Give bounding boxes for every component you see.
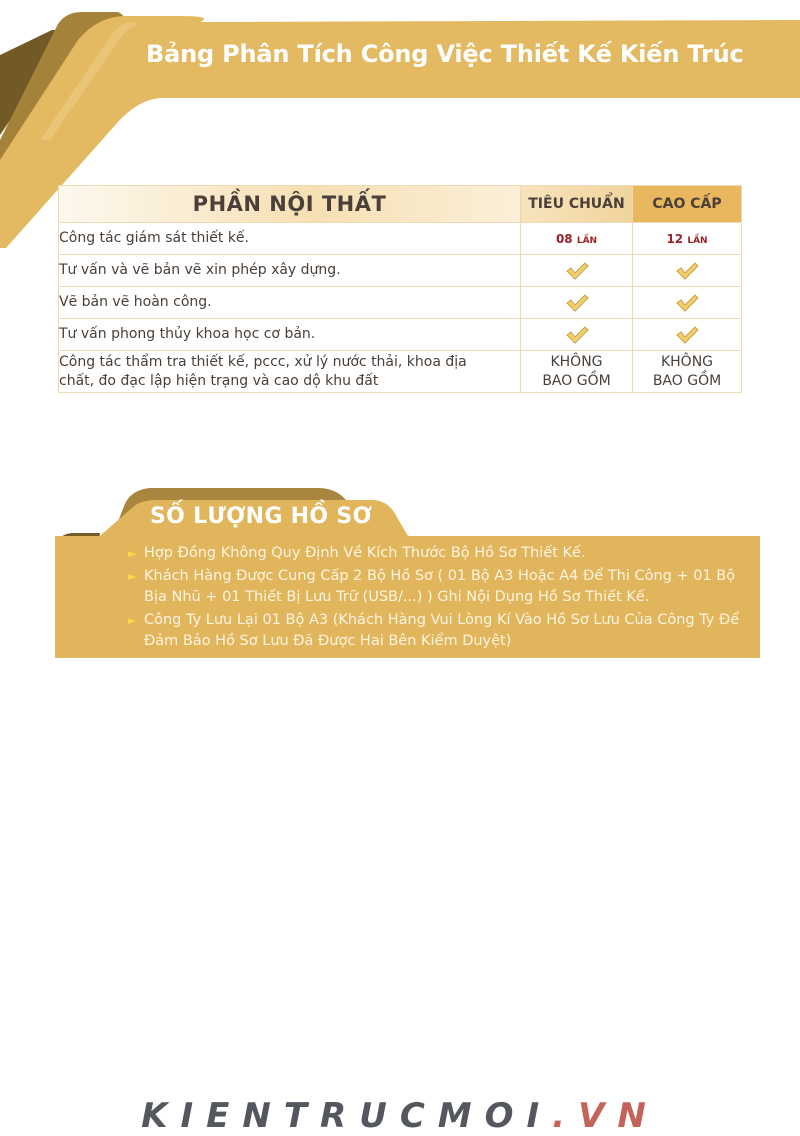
table-row bbox=[59, 351, 742, 393]
triangle-bullet-icon: ► bbox=[128, 547, 137, 560]
checkmark-icon bbox=[675, 325, 699, 345]
task-cell: Tư vấn và vẽ bản vẽ xin phép xây dựng. bbox=[59, 255, 521, 287]
checkmark-icon bbox=[675, 261, 699, 281]
table-section-title: PHẦN NỘI THẤT bbox=[59, 186, 521, 223]
standard-count-cell bbox=[521, 223, 633, 255]
exclude-text: KHÔNG bbox=[660, 353, 714, 370]
table-header-row bbox=[59, 186, 742, 223]
list-item-text: Hợp Đồng Không Quy Định Về Kích Thước Bộ Hồ Sơ Thiết Kế. bbox=[144, 545, 586, 561]
premium-check-cell bbox=[633, 287, 742, 319]
table-row bbox=[59, 287, 742, 319]
list-item-text: Khách Hàng Được Cung Cấp 2 Bộ Hồ Sơ ( 01 Bộ A3 Hoặc A4 Để Thi Công + 01 Bộ Bịa Nhũ + 01 Thiết Bị Lưu Trữ (USB/...) ) Ghi Nội Dụng Hồ Sơ Thiết Kế. bbox=[144, 568, 736, 605]
task-cell: Công tác giám sát thiết kế. bbox=[59, 223, 521, 255]
spec-table bbox=[58, 185, 742, 393]
task-line: chất, đo đạc lập hiện trạng và cao dộ khu đất bbox=[59, 372, 379, 389]
standard-check-cell bbox=[521, 287, 633, 319]
triangle-bullet-icon: ► bbox=[128, 614, 137, 627]
premium-count: 12 LẦN bbox=[666, 231, 708, 246]
exclude-text: KHÔNG bbox=[550, 353, 603, 370]
premium-count-cell bbox=[633, 223, 742, 255]
exclude-text: BAO GỒM bbox=[542, 372, 611, 389]
column-header-standard: TIÊU CHUẨN bbox=[521, 186, 633, 223]
triangle-bullet-icon: ► bbox=[128, 570, 137, 583]
table-row bbox=[59, 255, 742, 287]
list-item bbox=[128, 543, 758, 564]
checkmark-icon bbox=[565, 261, 589, 281]
task-cell: Vẽ bản vẽ hoàn công. bbox=[59, 287, 521, 319]
records-list bbox=[128, 543, 758, 654]
premium-check-cell bbox=[633, 319, 742, 351]
standard-check-cell bbox=[521, 319, 633, 351]
column-header-premium: CAO CẤP bbox=[633, 186, 742, 223]
checkmark-icon bbox=[675, 293, 699, 313]
premium-check-cell bbox=[633, 255, 742, 287]
task-line: Công tác thẩm tra thiết kế, pccc, xử lý nước thải, khoa địa bbox=[59, 353, 467, 370]
checkmark-icon bbox=[565, 325, 589, 345]
standard-exclude-cell bbox=[521, 351, 633, 393]
list-item-text: Công Ty Lưu Lại 01 Bộ A3 (Khách Hàng Vui Lòng Kí Vào Hồ Sơ Lưu Của Công Ty Để Đảm Bảo Hồ Sơ Lưu Đã Được Hai Bên Kiểm Duyệt) bbox=[144, 612, 740, 649]
task-cell bbox=[59, 351, 521, 393]
spec-table-container bbox=[58, 185, 741, 393]
table-row bbox=[59, 319, 742, 351]
checkmark-icon bbox=[565, 293, 589, 313]
records-section bbox=[0, 478, 800, 678]
list-item bbox=[128, 566, 758, 608]
brand-tld: .VN bbox=[552, 1096, 659, 1136]
brand-name: KIENTRUCMOI bbox=[141, 1096, 553, 1136]
exclude-text: BAO GỒM bbox=[652, 372, 722, 389]
standard-count: 08 LẦN bbox=[555, 231, 598, 246]
table-row bbox=[59, 223, 742, 255]
task-cell: Tư vấn phong thủy khoa học cơ bản. bbox=[59, 319, 521, 351]
standard-check-cell bbox=[521, 255, 633, 287]
footer-brand bbox=[0, 1096, 800, 1136]
records-title: SỐ LƯỢNG HỒ SƠ bbox=[150, 504, 372, 529]
list-item bbox=[128, 610, 758, 652]
page-title: Bảng Phân Tích Công Việc Thiết Kế Kiến Trúc bbox=[146, 40, 744, 68]
premium-exclude-cell bbox=[633, 351, 742, 393]
